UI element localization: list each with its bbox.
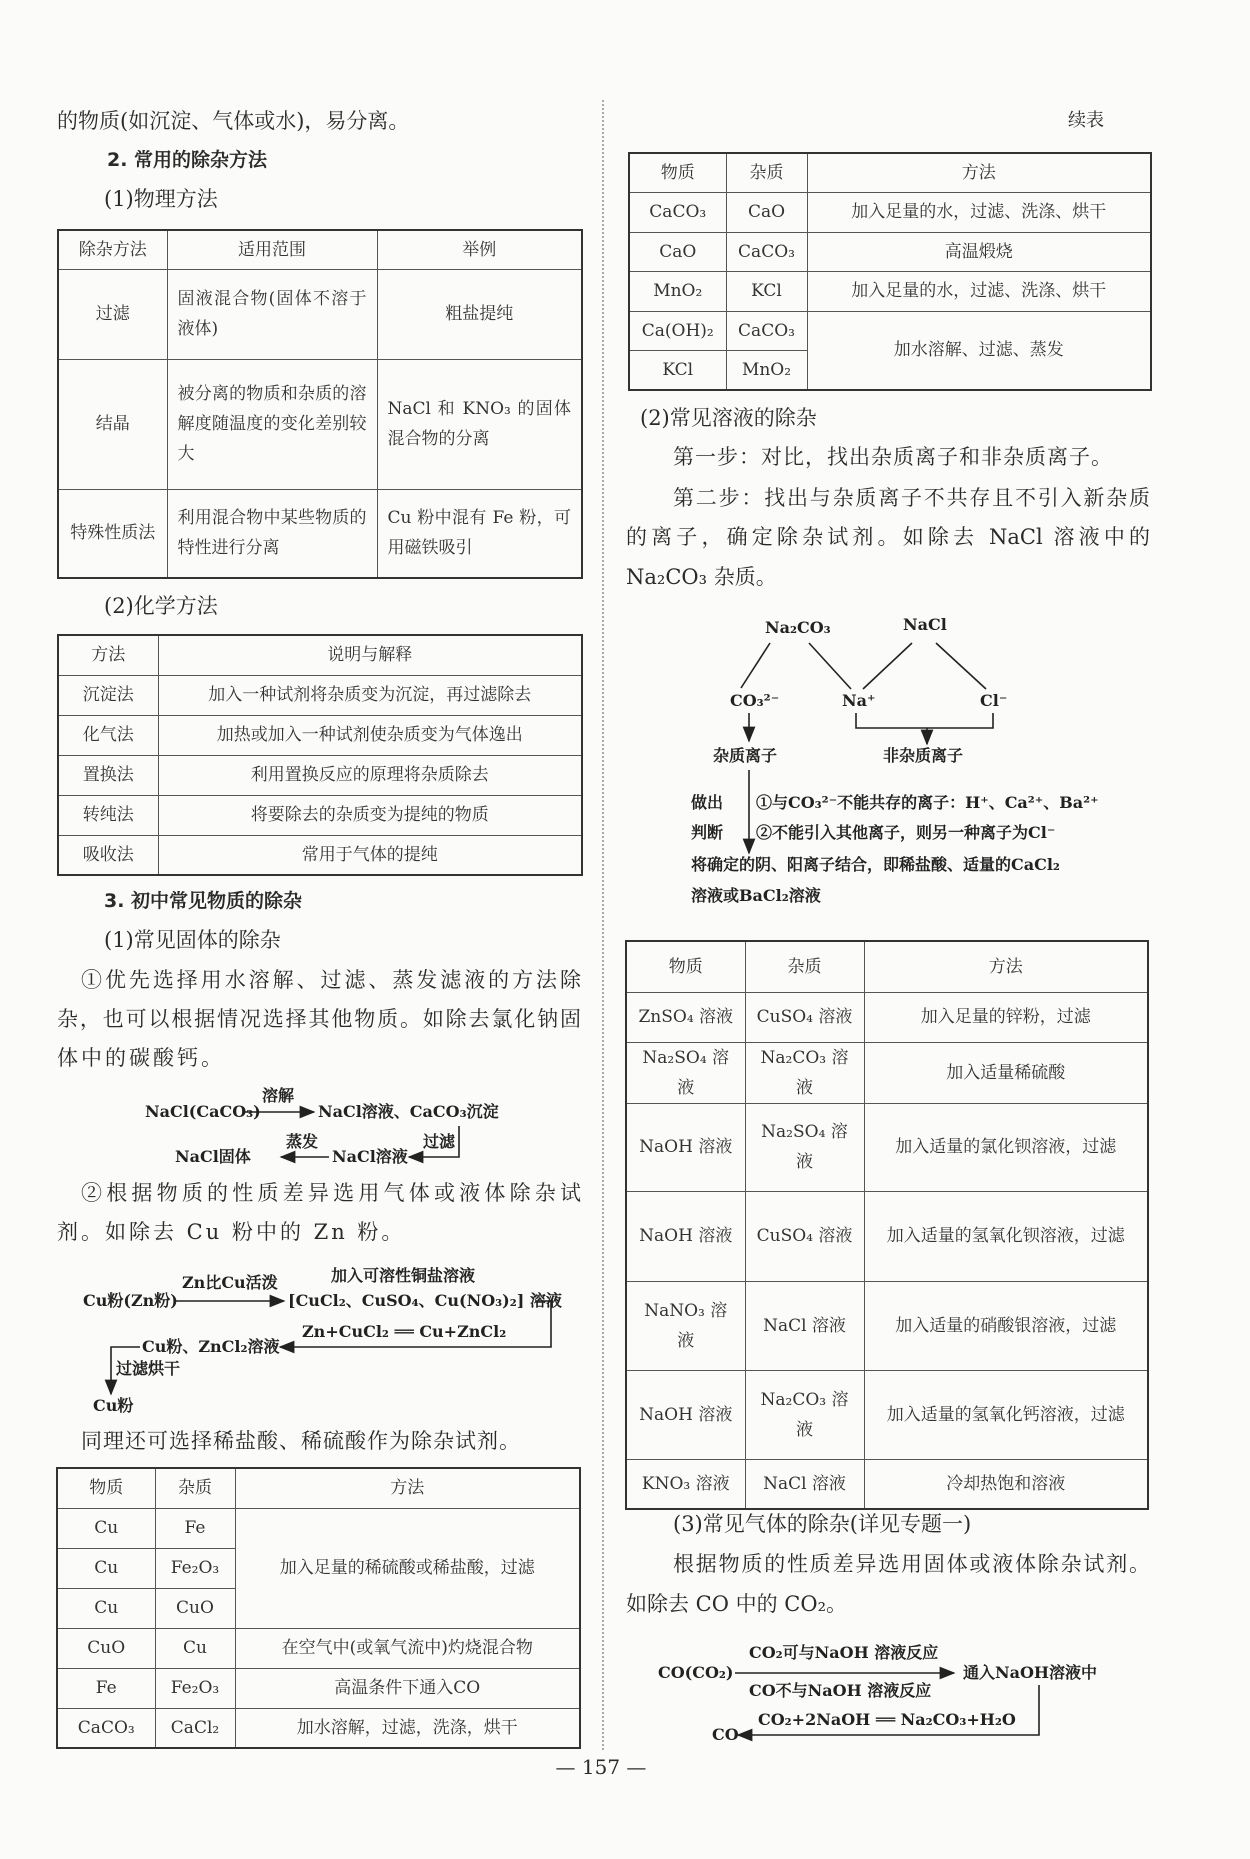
table-cell: Ca(OH)₂	[629, 311, 726, 351]
table-row	[629, 193, 1151, 233]
paragraph-line: 同理还可选择稀盐酸、稀硫酸作为除杂试剂。	[81, 1429, 521, 1453]
table-cell: 吸收法	[58, 835, 158, 875]
table-row	[57, 1508, 580, 1548]
table-row	[58, 835, 582, 875]
table-cell: KCl	[726, 272, 807, 312]
diagram-result: [CuCl₂、CuSO₄、Cu(NO₃)₂] 溶液	[288, 1291, 562, 1310]
table-cell: CuO	[57, 1628, 155, 1668]
diagram-equation: CO₂+2NaOH ══ Na₂CO₃+H₂O	[758, 1710, 1016, 1729]
table-cell: 在空气中(或氧气流中)灼烧混合物	[235, 1628, 580, 1668]
table-header-cell: 物质	[57, 1468, 155, 1508]
table-cell: 转纯法	[58, 795, 158, 835]
table-cell: Fe	[155, 1508, 235, 1548]
diagram-step: Zn比Cu活泼	[182, 1273, 278, 1292]
paragraph-line: 根据物质的性质差异选用固体或液体除杂试剂。	[673, 1552, 1150, 1576]
table-cell: NaCl 溶液	[745, 1459, 864, 1509]
table-header-cell: 杂质	[726, 153, 807, 193]
non-impurity-ions-label: 非杂质离子	[883, 746, 964, 765]
table-cell: 特殊性质法	[58, 489, 167, 578]
table-cell: Cu	[57, 1548, 155, 1588]
diagram-step: 溶解	[262, 1086, 295, 1105]
table-header-cell: 适用范围	[167, 230, 377, 269]
diagram-product: Cu粉	[93, 1396, 134, 1415]
gas-title: (3)常见气体的除杂(详见专题一)	[673, 1512, 972, 1536]
table-cell: CaO	[726, 193, 807, 233]
table-cell: CaCO₃	[57, 1708, 155, 1748]
rule-text: ①与CO₃²⁻不能共存的离子：H⁺、Ca²⁺、Ba²⁺	[756, 793, 1099, 812]
solid-impurity-table	[628, 152, 1152, 391]
table-row	[626, 1370, 1148, 1459]
table-row	[626, 1103, 1148, 1191]
chemical-methods-table	[57, 634, 583, 876]
judge-label: 做出	[691, 793, 724, 812]
table-header-cell: 方法	[58, 635, 158, 675]
paragraph-line: 体中的碳酸钙。	[57, 1046, 225, 1070]
diagram-result: 通入NaOH溶液中	[963, 1663, 1098, 1682]
paragraph-line: 的离子，确定除杂试剂。如除去 NaCl 溶液中的	[626, 525, 1150, 549]
rule-text: ②不能引入其他离子，则另一种离子为Cl⁻	[756, 823, 1056, 842]
table-cell: 冷却热饱和溶液	[864, 1459, 1148, 1509]
paragraph-line: ①优先选择用水溶解、过滤、蒸发滤液的方法除	[81, 968, 581, 992]
table-cell: 加入适量的氢氧化钡溶液，过滤	[864, 1191, 1148, 1281]
table-cell: 被分离的物质和杂质的溶解度随温度的变化差别较大	[167, 359, 377, 489]
table-cell: 过滤	[58, 269, 167, 359]
physical-methods-title: (1)物理方法	[104, 187, 218, 211]
table-cell: MnO₂	[629, 272, 726, 312]
table-cell: KCl	[629, 351, 726, 391]
table-header-cell: 方法	[864, 941, 1148, 992]
table-cell: 结晶	[58, 359, 167, 489]
ion-label: CO₃²⁻	[730, 691, 780, 710]
table-row	[629, 232, 1151, 272]
diagram-step: 加入可溶性铜盐溶液	[331, 1266, 476, 1285]
table-cell: 加入足量的稀硫酸或稀盐酸，过滤	[235, 1508, 580, 1628]
table-header-row	[629, 153, 1151, 193]
table-cell: ZnSO₄ 溶液	[626, 992, 745, 1042]
step1-text: 第一步：对比，找出杂质离子和非杂质离子。	[673, 445, 1113, 469]
paragraph-line: ②根据物质的性质差异选用气体或液体除杂试	[81, 1181, 581, 1205]
table-row	[58, 675, 582, 715]
table-cell: CuSO₄ 溶液	[745, 992, 864, 1042]
table-cell: 常用于气体的提纯	[158, 835, 582, 875]
table-cell: 加入足量的水，过滤、洗涤、烘干	[807, 193, 1151, 233]
table-cell: 加入适量的氢氧化钙溶液，过滤	[864, 1370, 1148, 1459]
table-cell: NaOH 溶液	[626, 1103, 745, 1191]
paragraph-line: 如除去 CO 中的 CO₂。	[626, 1592, 848, 1616]
table-cell: 加入适量稀硫酸	[864, 1042, 1148, 1103]
table-cell: NaOH 溶液	[626, 1370, 745, 1459]
compound-label: NaCl	[903, 615, 947, 634]
solution-impurity-table	[625, 940, 1149, 1510]
ion-label: Na⁺	[842, 691, 876, 710]
diagram-result: Cu粉、ZnCl₂溶液	[142, 1337, 280, 1356]
table-cell: Fe₂O₃	[155, 1548, 235, 1588]
table-row	[57, 1668, 580, 1708]
table-cell: CaCO₃	[726, 311, 807, 351]
table-cell: 加入适量的氯化钡溶液，过滤	[864, 1103, 1148, 1191]
table-cell: 高温煅烧	[807, 232, 1151, 272]
chemical-methods-title: (2)化学方法	[104, 594, 218, 618]
table-cell: CaCO₃	[629, 193, 726, 233]
judge-label: 判断	[691, 823, 724, 842]
table-header-row	[58, 230, 582, 269]
section-2-title: 2. 常用的除杂方法	[107, 149, 268, 171]
table-header-cell: 物质	[626, 941, 745, 992]
table-cell: 粗盐提纯	[377, 269, 582, 359]
ion-label: Cl⁻	[980, 691, 1008, 710]
table-row	[58, 489, 582, 578]
table-row	[58, 795, 582, 835]
diagram-start: NaCl(CaCO₃)	[145, 1102, 261, 1121]
table-row	[626, 992, 1148, 1042]
diagram-step: 过滤烘干	[116, 1359, 181, 1378]
table-row	[58, 359, 582, 489]
solid-title: (1)常见固体的除杂	[104, 928, 281, 952]
table-row	[629, 272, 1151, 312]
table-cell: CaCO₃	[726, 232, 807, 272]
table-cell: 加入足量的锌粉，过滤	[864, 992, 1148, 1042]
table-cell: Fe₂O₃	[155, 1668, 235, 1708]
table-cell: 利用置换反应的原理将杂质除去	[158, 755, 582, 795]
table-header-cell: 方法	[235, 1468, 580, 1508]
metal-impurity-table	[56, 1467, 581, 1749]
compound-label: Na₂CO₃	[765, 618, 831, 637]
paragraph-line: Na₂CO₃ 杂质。	[626, 565, 777, 589]
table-cell: Na₂SO₄ 溶液	[626, 1042, 745, 1103]
table-cell: CaO	[629, 232, 726, 272]
table-cell: 加入适量的硝酸银溶液，过滤	[864, 1281, 1148, 1370]
table-cell: 置换法	[58, 755, 158, 795]
table-row	[58, 755, 582, 795]
table-header-row	[626, 941, 1148, 992]
solution-title: (2)常见溶液的除杂	[640, 406, 817, 430]
table-cell: Cu	[57, 1588, 155, 1628]
diagram-step: CO₂可与NaOH 溶液反应	[749, 1643, 939, 1662]
table-cell: NaOH 溶液	[626, 1191, 745, 1281]
diagram-step: 过滤	[423, 1132, 456, 1151]
table-cell: 利用混合物中某些物质的特性进行分离	[167, 489, 377, 578]
table-row	[58, 269, 582, 359]
table-cell: CuSO₄ 溶液	[745, 1191, 864, 1281]
table-header-cell: 杂质	[155, 1468, 235, 1508]
diagram-product: CO	[712, 1725, 739, 1744]
table-row	[57, 1708, 580, 1748]
table-cell: 化气法	[58, 715, 158, 755]
table-cell: Cu	[155, 1628, 235, 1668]
table-cell: 固液混合物(固体不溶于液体)	[167, 269, 377, 359]
table-cell: 加入足量的水，过滤、洗涤、烘干	[807, 272, 1151, 312]
table-cell: 将要除去的杂质变为提纯的物质	[158, 795, 582, 835]
table-cell: Na₂CO₃ 溶液	[745, 1370, 864, 1459]
table-row	[626, 1042, 1148, 1103]
table-row	[629, 311, 1151, 351]
page-number: — 157 —	[555, 1755, 647, 1779]
table-header-row	[57, 1468, 580, 1508]
paragraph-line: 剂。如除去 Cu 粉中的 Zn 粉。	[57, 1220, 406, 1244]
continued-label: 续表	[1068, 110, 1104, 131]
table-row	[57, 1628, 580, 1668]
table-cell: CaCl₂	[155, 1708, 235, 1748]
table-cell: 加水溶解，过滤，洗涤，烘干	[235, 1708, 580, 1748]
table-cell: Cu 粉中混有 Fe 粉，可用磁铁吸引	[377, 489, 582, 578]
diagram-equation: Zn+CuCl₂ ══ Cu+ZnCl₂	[302, 1322, 507, 1341]
physical-methods-table	[57, 229, 583, 579]
table-header-cell: 杂质	[745, 941, 864, 992]
diagram-result: NaCl溶液	[332, 1147, 408, 1166]
column-divider	[602, 100, 604, 1750]
conclusion-text: 将确定的阴、阳离子结合，即稀盐酸、适量的CaCl₂	[691, 855, 1060, 874]
paragraph-line: 杂，也可以根据情况选择其他物质。如除去氯化钠固	[57, 1007, 581, 1031]
table-cell: 加热或加入一种试剂使杂质变为气体逸出	[158, 715, 582, 755]
diagram-result: NaCl溶液、CaCO₃沉淀	[318, 1102, 499, 1121]
table-cell: CuO	[155, 1588, 235, 1628]
table-row	[626, 1281, 1148, 1370]
table-header-cell: 方法	[807, 153, 1151, 193]
table-cell: Fe	[57, 1668, 155, 1708]
conclusion-text: 溶液或BaCl₂溶液	[691, 886, 821, 905]
table-cell: 沉淀法	[58, 675, 158, 715]
section-3-title: 3. 初中常见物质的除杂	[104, 890, 303, 912]
table-cell: KNO₃ 溶液	[626, 1459, 745, 1509]
table-cell: MnO₂	[726, 351, 807, 391]
table-cell: Na₂SO₄ 溶液	[745, 1103, 864, 1191]
diagram-start: CO(CO₂)	[658, 1663, 734, 1682]
table-cell: 加入一种试剂将杂质变为沉淀，再过滤除去	[158, 675, 582, 715]
paragraph-line: 第二步：找出与杂质离子不共存且不引入新杂质	[673, 486, 1150, 510]
table-row	[626, 1191, 1148, 1281]
impurity-ions-label: 杂质离子	[713, 746, 778, 765]
diagram-result: NaCl固体	[175, 1147, 251, 1166]
table-cell: 加水溶解、过滤、蒸发	[807, 311, 1151, 390]
table-header-cell: 除杂方法	[58, 230, 167, 269]
intro-tail-text: 的物质(如沉淀、气体或水)，易分离。	[57, 109, 410, 133]
table-row	[626, 1459, 1148, 1509]
table-header-cell: 举例	[377, 230, 582, 269]
table-cell: 高温条件下通入CO	[235, 1668, 580, 1708]
table-header-row	[58, 635, 582, 675]
table-cell: NaCl 溶液	[745, 1281, 864, 1370]
table-cell: NaCl 和 KNO₃ 的固体混合物的分离	[377, 359, 582, 489]
diagram-step: CO不与NaOH 溶液反应	[749, 1681, 932, 1700]
table-cell: Cu	[57, 1508, 155, 1548]
table-header-cell: 说明与解释	[158, 635, 582, 675]
table-header-cell: 物质	[629, 153, 726, 193]
table-cell: NaNO₃ 溶液	[626, 1281, 745, 1370]
table-cell: Na₂CO₃ 溶液	[745, 1042, 864, 1103]
table-row	[58, 715, 582, 755]
diagram-step: 蒸发	[286, 1132, 319, 1151]
diagram-start: Cu粉(Zn粉)	[83, 1291, 178, 1310]
